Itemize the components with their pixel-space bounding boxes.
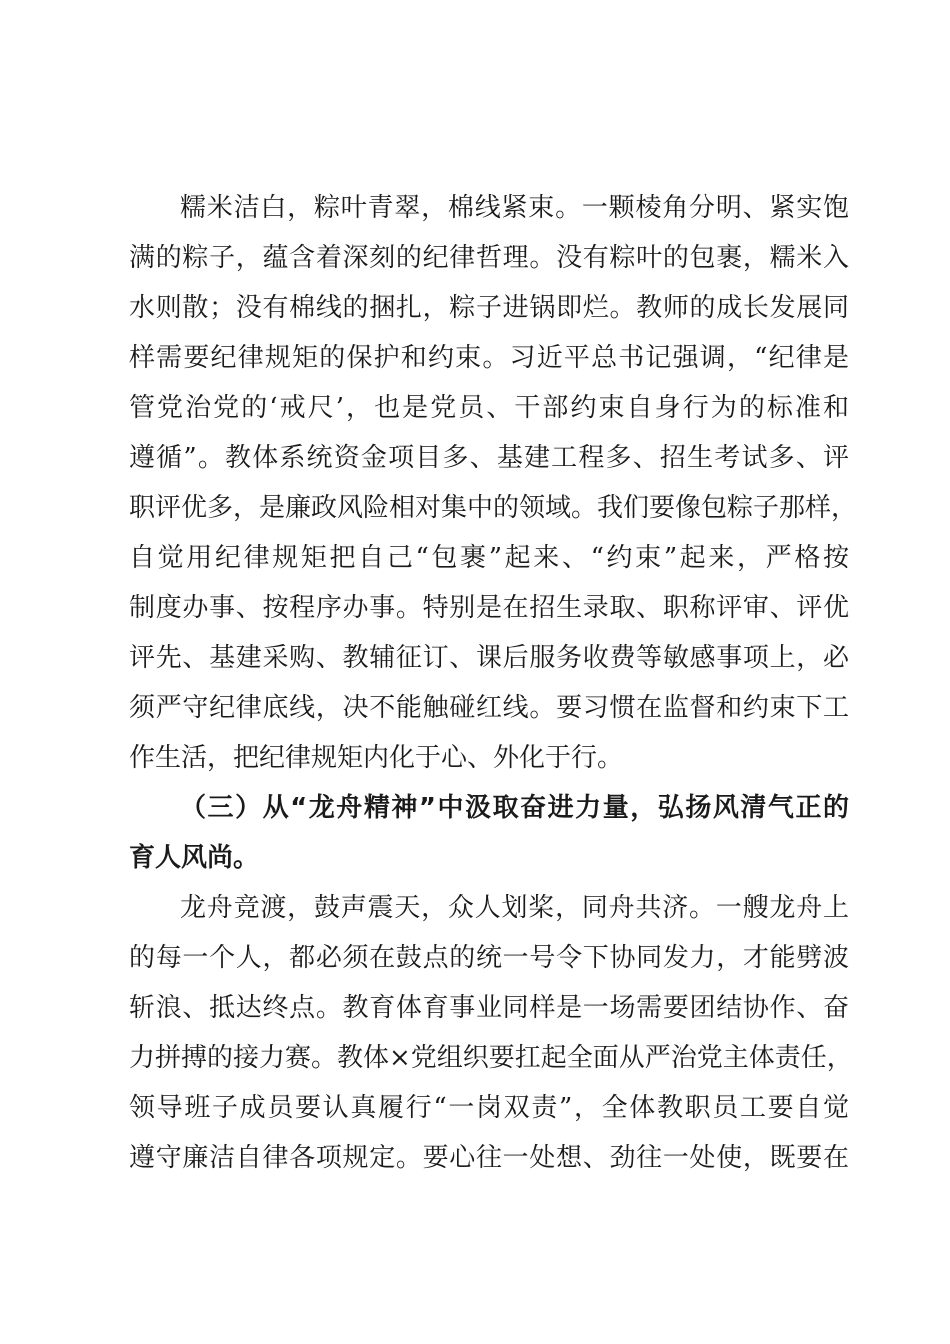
paragraph2-line: 领导班子成员要认真履行“一岗双责”，全体教职员工要自觉 bbox=[129, 1093, 849, 1123]
paragraph2-line: 龙舟竞渡，鼓声震天，众人划桨，同舟共济。一艘龙舟上 bbox=[180, 893, 849, 923]
paragraph2-line: 力拼搏的接力赛。教体×党组织要扛起全面从严治党主体责任， bbox=[129, 1043, 853, 1073]
paragraph2-line: 的每一个人，都必须在鼓点的统一号令下协同发力，才能劈波 bbox=[129, 943, 849, 973]
paragraph1-line: 自觉用纪律规矩把自己“包裹”起来、“约束”起来，严格按 bbox=[129, 543, 849, 573]
paragraph1-line: 制度办事、按程序办事。特别是在招生录取、职称评审、评优 bbox=[129, 593, 849, 623]
paragraph1-line: 作生活，把纪律规矩内化于心、外化于行。 bbox=[129, 743, 624, 773]
paragraph1-line: 样需要纪律规矩的保护和约束。习近平总书记强调，“纪律是 bbox=[129, 343, 849, 373]
paragraph1-line: 须严守纪律底线，决不能触碰红线。要习惯在监督和约束下工 bbox=[129, 693, 849, 723]
paragraph1-line: 水则散；没有棉线的捆扎，粽子进锅即烂。教师的成长发展同 bbox=[129, 293, 849, 323]
paragraph2-line: 斩浪、抵达终点。教育体育事业同样是一场需要团结协作、奋 bbox=[129, 993, 849, 1023]
section-heading-line: （三）从“龙舟精神”中汲取奋进力量，弘扬风清气正的 bbox=[180, 793, 849, 823]
section-heading-line: 育人风尚。 bbox=[129, 843, 260, 873]
paragraph1-line: 评先、基建采购、教辅征订、课后服务收费等敏感事项上，必 bbox=[129, 643, 849, 673]
paragraph1-line: 糯米洁白，粽叶青翠，棉线紧束。一颗棱角分明、紧实饱 bbox=[180, 193, 849, 223]
paragraph1-line: 职评优多，是廉政风险相对集中的领域。我们要像包粽子那样， bbox=[129, 493, 858, 523]
paragraph2-line: 遵守廉洁自律各项规定。要心往一处想、劲往一处使，既要在 bbox=[129, 1143, 849, 1173]
paragraph1-line: 管党治党的‘戒尺’，也是党员、干部约束自身行为的标准和 bbox=[129, 393, 849, 423]
paragraph1-line: 遵循”。教体系统资金项目多、基建工程多、招生考试多、评 bbox=[129, 443, 849, 473]
paragraph1-line: 满的粽子，蕴含着深刻的纪律哲理。没有粽叶的包裹，糯米入 bbox=[129, 243, 849, 273]
